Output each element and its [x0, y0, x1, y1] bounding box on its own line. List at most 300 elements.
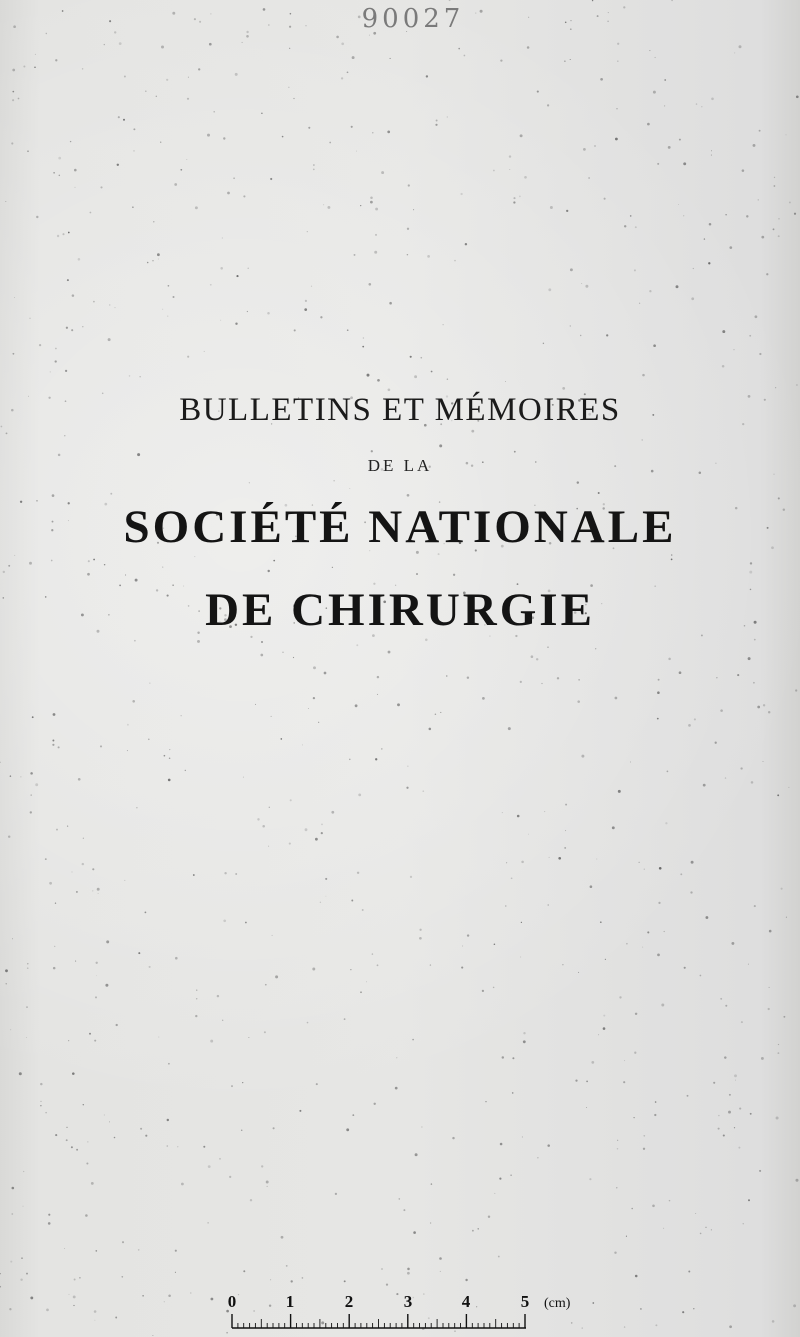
- paper-speck: [537, 91, 539, 93]
- paper-speck: [467, 934, 469, 936]
- paper-speck: [711, 155, 712, 156]
- paper-speck: [65, 370, 67, 372]
- paper-speck: [311, 286, 312, 287]
- paper-speck: [436, 120, 438, 122]
- paper-speck: [783, 1016, 785, 1018]
- paper-speck: [772, 1320, 775, 1323]
- paper-speck: [14, 297, 15, 298]
- paper-speck: [248, 268, 249, 269]
- paper-speck: [30, 794, 31, 795]
- paper-speck: [633, 1117, 634, 1118]
- paper-speck: [362, 909, 364, 911]
- paper-speck: [45, 858, 47, 860]
- paper-speck: [750, 1113, 752, 1115]
- paper-speck: [564, 847, 566, 849]
- paper-speck: [222, 238, 223, 239]
- paper-speck: [703, 784, 706, 787]
- paper-speck: [751, 781, 754, 784]
- paper-speck: [738, 1147, 740, 1149]
- paper-speck: [58, 157, 61, 160]
- paper-speck: [570, 268, 573, 271]
- paper-speck: [630, 762, 631, 763]
- paper-speck: [5, 201, 6, 202]
- paper-speck: [162, 567, 163, 568]
- paper-speck: [308, 127, 310, 129]
- paper-speck: [734, 52, 735, 53]
- paper-speck: [412, 1039, 414, 1041]
- paper-speck: [294, 329, 296, 331]
- paper-speck: [643, 1148, 645, 1150]
- paper-speck: [3, 571, 5, 573]
- paper-speck: [49, 882, 52, 885]
- paper-speck: [720, 998, 722, 1000]
- paper-speck: [40, 1083, 42, 1085]
- paper-speck: [354, 254, 356, 256]
- paper-speck: [729, 246, 732, 249]
- paper-speck: [616, 108, 617, 109]
- paper-speck: [55, 360, 57, 362]
- paper-speck: [519, 196, 521, 198]
- paper-speck: [167, 1145, 169, 1147]
- paper-speck: [5, 969, 8, 972]
- paper-speck: [243, 777, 244, 778]
- paper-speck: [482, 697, 485, 700]
- paper-speck: [307, 1022, 309, 1024]
- paper-speck: [691, 297, 694, 300]
- paper-speck: [129, 375, 131, 377]
- paper-speck: [449, 0, 451, 1]
- paper-speck: [87, 573, 90, 576]
- paper-speck: [87, 1141, 88, 1142]
- title-societe-nationale: SOCIÉTÉ NATIONALE: [123, 501, 677, 553]
- paper-speck: [227, 192, 230, 195]
- paper-speck: [570, 59, 571, 60]
- paper-speck: [708, 262, 710, 264]
- paper-speck: [82, 326, 83, 327]
- paper-speck: [266, 1181, 269, 1184]
- paper-speck: [313, 697, 315, 699]
- paper-speck: [94, 1320, 95, 1321]
- paper-speck: [640, 1308, 642, 1310]
- scale-tick-label: 0: [228, 1292, 237, 1311]
- paper-speck: [104, 1115, 105, 1116]
- paper-speck: [26, 1037, 27, 1038]
- paper-speck: [145, 1135, 147, 1137]
- paper-speck: [395, 1087, 398, 1090]
- library-stamp-number: 90027: [361, 4, 465, 34]
- paper-speck: [375, 758, 377, 760]
- paper-speck: [356, 644, 358, 646]
- paper-speck: [48, 1214, 50, 1216]
- paper-speck: [91, 1182, 94, 1185]
- paper-speck: [316, 1083, 318, 1085]
- paper-speck: [329, 142, 331, 144]
- paper-speck: [462, 946, 463, 947]
- paper-speck: [207, 134, 210, 137]
- paper-speck: [119, 42, 122, 45]
- paper-speck: [657, 163, 659, 165]
- paper-speck: [242, 1082, 243, 1083]
- paper-speck: [679, 139, 681, 141]
- paper-speck: [705, 1227, 706, 1228]
- paper-speck: [85, 1214, 88, 1217]
- paper-speck: [768, 711, 770, 713]
- paper-speck: [325, 896, 326, 897]
- paper-speck: [271, 716, 272, 717]
- paper-speck: [323, 204, 324, 205]
- title-de-chirurgie: DE CHIRURGIE: [205, 584, 595, 636]
- paper-speck: [315, 838, 318, 841]
- paper-speck: [407, 1272, 410, 1275]
- paper-speck: [286, 1265, 288, 1267]
- paper-speck: [600, 78, 603, 81]
- paper-speck: [688, 1271, 690, 1273]
- paper-speck: [75, 961, 76, 962]
- paper-speck: [312, 968, 315, 971]
- paper-speck: [267, 312, 270, 315]
- paper-speck: [82, 863, 84, 865]
- paper-speck: [23, 1206, 24, 1207]
- paper-speck: [439, 444, 442, 447]
- paper-speck: [500, 1143, 503, 1146]
- paper-speck: [680, 873, 682, 875]
- paper-speck: [565, 804, 567, 806]
- paper-speck: [366, 981, 367, 982]
- scale-tick-label: 3: [403, 1292, 413, 1311]
- paper-speck: [105, 984, 108, 987]
- paper-speck: [430, 1222, 431, 1223]
- paper-speck: [440, 712, 441, 713]
- paper-speck: [11, 1213, 13, 1215]
- paper-speck: [440, 1271, 441, 1272]
- paper-speck: [439, 1257, 442, 1260]
- paper-speck: [511, 877, 513, 879]
- paper-speck: [705, 916, 708, 919]
- paper-speck: [664, 79, 666, 81]
- paper-speck: [12, 938, 13, 939]
- paper-speck: [55, 59, 57, 61]
- paper-speck: [748, 964, 749, 965]
- paper-speck: [341, 77, 343, 79]
- paper-speck: [92, 868, 94, 870]
- paper-speck: [219, 1158, 221, 1160]
- paper-speck: [407, 494, 410, 497]
- paper-speck: [118, 116, 120, 118]
- paper-speck: [231, 1085, 233, 1087]
- paper-speck: [268, 846, 269, 847]
- paper-speck: [29, 318, 30, 319]
- paper-speck: [108, 338, 111, 341]
- scale-tick-label: 1: [285, 1292, 295, 1311]
- paper-speck: [302, 744, 303, 745]
- paper-speck: [291, 1280, 293, 1282]
- paper-speck: [796, 1179, 799, 1182]
- paper-speck: [786, 135, 787, 136]
- paper-speck: [617, 43, 619, 45]
- paper-speck: [733, 349, 734, 350]
- paper-speck: [766, 273, 768, 275]
- paper-speck: [604, 198, 606, 200]
- paper-speck: [527, 46, 530, 49]
- paper-speck: [413, 1231, 416, 1234]
- paper-speck: [173, 296, 175, 298]
- paper-speck: [208, 1165, 211, 1168]
- paper-speck: [664, 931, 665, 932]
- paper-speck: [494, 1193, 495, 1194]
- paper-speck: [73, 1305, 74, 1306]
- paper-speck: [763, 761, 764, 762]
- paper-speck: [95, 996, 97, 998]
- paper-speck: [318, 722, 319, 723]
- paper-speck: [10, 1029, 11, 1030]
- paper-speck: [778, 1044, 779, 1045]
- paper-speck: [0, 1286, 1, 1288]
- paper-speck: [20, 1278, 22, 1280]
- paper-speck: [52, 494, 55, 497]
- paper-speck: [188, 77, 189, 78]
- paper-speck: [471, 430, 474, 433]
- paper-speck: [140, 376, 141, 377]
- paper-speck: [121, 1276, 123, 1278]
- paper-speck: [644, 869, 645, 870]
- paper-speck: [598, 1034, 599, 1035]
- paper-speck: [725, 777, 726, 778]
- paper-speck: [711, 1229, 712, 1230]
- paper-speck: [374, 1103, 376, 1105]
- paper-speck: [493, 170, 495, 172]
- paper-speck: [722, 365, 725, 368]
- paper-speck: [509, 155, 511, 157]
- paper-speck: [55, 348, 57, 350]
- paper-speck: [93, 559, 95, 561]
- paper-speck: [203, 1146, 205, 1148]
- paper-speck: [66, 327, 68, 329]
- paper-speck: [180, 169, 182, 171]
- paper-speck: [429, 728, 432, 731]
- paper-speck: [34, 67, 36, 69]
- paper-speck: [763, 704, 765, 706]
- paper-speck: [210, 284, 212, 286]
- paper-speck: [749, 571, 752, 574]
- paper-speck: [690, 891, 692, 893]
- paper-speck: [281, 1236, 284, 1239]
- paper-speck: [134, 640, 136, 642]
- paper-speck: [320, 902, 321, 903]
- paper-speck: [45, 1112, 47, 1114]
- paper-speck: [161, 46, 164, 49]
- paper-speck: [528, 834, 529, 835]
- paper-speck: [96, 975, 97, 976]
- paper-speck: [550, 206, 553, 209]
- paper-speck: [344, 1018, 346, 1020]
- paper-speck: [53, 713, 56, 716]
- paper-speck: [174, 183, 177, 186]
- paper-speck: [74, 187, 75, 188]
- paper-speck: [639, 862, 640, 863]
- paper-speck: [21, 1257, 22, 1258]
- paper-speck: [711, 98, 714, 101]
- paper-speck: [375, 208, 378, 211]
- paper-speck: [223, 919, 226, 922]
- paper-speck: [655, 1324, 657, 1326]
- paper-speck: [758, 199, 759, 200]
- paper-speck: [168, 779, 171, 782]
- paper-speck: [250, 1199, 252, 1201]
- paper-speck: [665, 822, 667, 824]
- paper-speck: [242, 42, 243, 43]
- paper-speck: [114, 307, 115, 308]
- paper-speck: [195, 1015, 197, 1017]
- paper-speck: [562, 387, 565, 390]
- paper-speck: [288, 87, 289, 88]
- paper-speck: [125, 575, 126, 576]
- paper-speck: [482, 990, 484, 992]
- paper-speck: [446, 675, 447, 676]
- paper-speck: [104, 564, 105, 565]
- paper-speck: [68, 232, 70, 234]
- paper-speck: [320, 316, 322, 318]
- paper-speck: [346, 1128, 349, 1131]
- paper-speck: [97, 888, 100, 891]
- paper-speck: [347, 329, 349, 331]
- paper-speck: [69, 1294, 70, 1295]
- paper-speck: [267, 1186, 268, 1187]
- paper-speck: [104, 44, 105, 45]
- paper-speck: [168, 1294, 171, 1297]
- paper-speck: [313, 666, 316, 669]
- paper-speck: [46, 1309, 49, 1312]
- paper-speck: [723, 1134, 725, 1136]
- paper-speck: [653, 91, 656, 94]
- paper-speck: [386, 1284, 388, 1286]
- paper-speck: [709, 223, 712, 226]
- paper-speck: [305, 300, 307, 302]
- paper-speck: [430, 964, 431, 965]
- paper-speck: [293, 657, 294, 658]
- paper-speck: [435, 124, 437, 126]
- paper-speck: [465, 1279, 467, 1281]
- paper-speck: [643, 1135, 645, 1137]
- paper-speck: [236, 275, 238, 277]
- paper-speck: [795, 689, 797, 691]
- paper-speck: [313, 169, 315, 171]
- paper-speck: [581, 755, 584, 758]
- paper-speck: [536, 658, 538, 660]
- paper-speck: [443, 324, 444, 325]
- paper-speck: [197, 640, 200, 643]
- paper-speck: [169, 749, 170, 750]
- paper-speck: [416, 573, 418, 575]
- paper-speck: [578, 679, 579, 680]
- paper-speck: [64, 435, 65, 436]
- paper-speck: [413, 209, 414, 210]
- paper-speck: [116, 1024, 118, 1026]
- paper-speck: [195, 206, 198, 209]
- paper-speck: [307, 231, 308, 232]
- paper-speck: [76, 891, 78, 893]
- paper-speck: [313, 164, 315, 166]
- paper-speck: [270, 1279, 271, 1280]
- paper-speck: [618, 790, 621, 793]
- paper-speck: [249, 482, 250, 483]
- paper-speck: [262, 825, 265, 828]
- paper-speck: [247, 311, 248, 312]
- paper-speck: [775, 387, 776, 388]
- paper-speck: [8, 565, 10, 567]
- paper-speck: [754, 905, 756, 907]
- paper-speck: [700, 975, 702, 977]
- paper-speck: [367, 374, 370, 377]
- paper-speck: [196, 990, 197, 991]
- paper-speck: [138, 952, 140, 954]
- paper-speck: [78, 778, 81, 781]
- paper-speck: [669, 1200, 671, 1202]
- paper-speck: [505, 905, 506, 906]
- paper-speck: [406, 787, 408, 789]
- paper-speck: [388, 388, 391, 391]
- paper-speck: [661, 1004, 664, 1007]
- paper-speck: [543, 343, 544, 344]
- paper-speck: [759, 1170, 761, 1172]
- paper-speck: [210, 1040, 213, 1043]
- paper-speck: [331, 811, 334, 814]
- paper-speck: [655, 1101, 657, 1103]
- paper-speck: [372, 132, 373, 133]
- paper-speck: [132, 206, 134, 208]
- scale-minor-ticks: [232, 1314, 525, 1328]
- paper-speck: [347, 71, 349, 73]
- paper-speck: [671, 554, 673, 556]
- paper-speck: [196, 998, 197, 999]
- paper-speck: [18, 98, 20, 100]
- paper-speck: [55, 903, 56, 904]
- paper-speck: [547, 1144, 550, 1147]
- paper-speck: [98, 893, 99, 894]
- paper-speck: [321, 824, 323, 826]
- paper-speck: [777, 1052, 779, 1054]
- paper-speck: [369, 35, 370, 36]
- paper-speck: [458, 48, 460, 50]
- paper-speck: [773, 228, 775, 230]
- paper-speck: [381, 748, 383, 750]
- paper-speck: [748, 1199, 750, 1201]
- paper-speck: [759, 130, 761, 132]
- paper-speck: [59, 175, 60, 176]
- paper-speck: [641, 439, 642, 440]
- paper-speck: [9, 1308, 11, 1310]
- paper-speck: [759, 353, 761, 355]
- paper-speck: [631, 1208, 633, 1210]
- paper-speck: [729, 1094, 731, 1096]
- paper-speck: [390, 58, 391, 59]
- paper-speck: [488, 1216, 490, 1218]
- paper-speck: [335, 1193, 337, 1195]
- paper-speck: [664, 105, 665, 106]
- paper-speck: [494, 943, 496, 945]
- paper-speck: [360, 205, 361, 206]
- paper-speck: [122, 1241, 124, 1243]
- paper-speck: [115, 1317, 117, 1319]
- paper-speck: [381, 1268, 383, 1270]
- paper-speck: [704, 238, 705, 239]
- paper-speck: [23, 65, 25, 67]
- paper-speck: [520, 681, 522, 683]
- paper-speck: [425, 639, 428, 642]
- scale-bar-graphic: [228, 1290, 588, 1332]
- paper-speck: [73, 1295, 76, 1298]
- paper-speck: [735, 1080, 736, 1081]
- paper-speck: [623, 1081, 625, 1083]
